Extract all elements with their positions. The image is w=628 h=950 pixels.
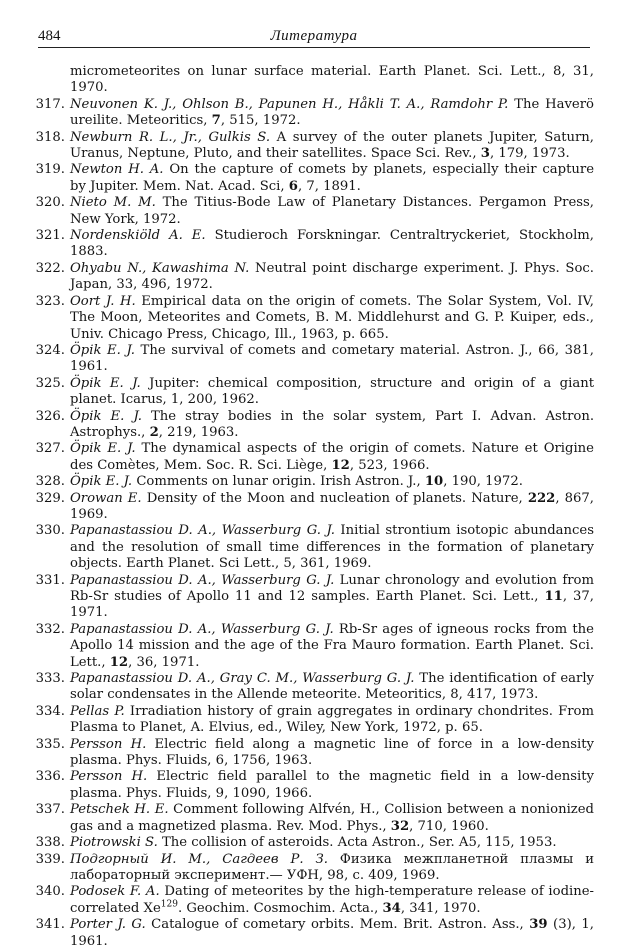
reference-authors: Persson H. [70,769,148,785]
reference-number: 340. [35,884,65,900]
reference-text: Studieroch Forskningar. Centraltryckeriet, Stockholm, 1883. [70,228,594,260]
reference-pages-year: , 190, 1972. [443,474,523,490]
reference-text-continued: . Geochim. Cosmochim. Acta., [177,900,383,916]
volume-number: 10 [424,474,444,490]
reference-item [32,884,594,917]
reference-item [32,409,594,442]
reference-pages-year: , 37, 1971. [70,589,594,621]
volume-number: 11 [544,589,563,604]
reference-text: The survival of comets and cometary material. Astron. J., 66, 381, 1961. [70,342,594,375]
reference-text: Empirical data on the origin of comets. The Solar System, Vol. IV, The Moon, Meteorites and Comets, B. M. Middlehurst and G. P. Kuiper, eds., Univ. Chicago Press, Chicago, Ill., 1963, p. 665. [70,293,594,342]
reference-number: 338. [35,835,65,851]
reference-authors: Orowan E. [70,490,142,506]
reference-item [32,622,594,671]
reference-authors: Öpik E. J. [70,474,133,490]
reference-item [32,835,594,851]
volume-number: 2 [149,424,159,440]
reference-authors: Papanastassiou D. A., Wasserburg G. J. [70,572,335,588]
reference-text: Neutral point discharge experiment. J. Phys. Soc. Japan, 33, 496, 1972. [70,260,594,293]
reference-text: Comments on lunar origin. Irish Astron. J., [136,474,425,490]
reference-item [32,343,594,376]
reference-number: 341. [35,917,65,933]
reference-item [32,97,594,130]
volume-number: 12 [331,457,350,473]
reference-pages-year: , 523, 1966. [349,457,430,473]
reference-text: The stray bodies in the solar system, Part I. Advan. Astron. Astrophys., [70,408,595,440]
volume-number: 12 [109,654,129,670]
reference-item [32,376,594,409]
reference-authors: Öpik E. J. [70,441,136,457]
reference-item [32,769,594,802]
reference-authors: Öpik E. J. [70,408,142,424]
reference-text: Electric field along a magnetic line of force in a low-density plasma. Phys. Fluids, 6, 1756, 1963. [70,736,594,769]
reference-text: Irradiation history of grain aggregates in ordinary chondrites. From Plasma to Planet, A. Elvius, ed., Wiley, New York, 1972, p. 65. [70,703,594,736]
reference-authors: Podosek F. A. [70,884,160,900]
reference-number: 325. [35,375,65,391]
reference-item [32,573,594,622]
running-title: Литература [270,28,358,44]
reference-item [32,441,594,474]
page-number: 484 [38,28,61,44]
reference-item [32,852,594,885]
reference-number: 320. [35,195,65,211]
reference-authors: Petschek H. E. [70,802,169,818]
reference-pages-year: (3), 1, 1961. [70,917,594,949]
reference-authors: Papanastassiou D. A., Wasserburg G. J. [70,621,334,637]
reference-number: 334. [35,703,65,719]
reference-number: 331. [35,572,65,588]
reference-authors: Nordenskiöld A. E. [70,228,206,244]
reference-number: 332. [35,621,65,637]
reference-number: 337. [35,802,65,818]
reference-item [32,261,594,294]
reference-number: 324. [35,342,65,358]
reference-number: 318. [35,129,65,145]
continued-reference-text: micrometeorites on lunar surface material. Earth Planet. Sci. Lett., 8, 31, 1970. [70,64,594,96]
volume-number: 34 [382,900,401,916]
reference-number: 333. [35,671,65,687]
reference-text: The dynamical aspects of the origin of comets. Nature et Origine des Comètes, Mem. Soc. R. Sci. Liège, [70,441,594,473]
reference-authors: Newton H. A. [70,162,164,178]
reference-number: 322. [35,260,65,276]
volume-number: 222 [527,490,556,506]
reference-number: 328. [35,474,65,490]
reference-item [32,523,594,572]
reference-text: The identification of early solar condensates in the Allende meteorite. Meteoritics, 8, 417, 1973. [70,671,594,703]
reference-authors: Newburn R. L., Jr., Gulkis S. [70,129,271,145]
reference-item [32,474,594,490]
reference-authors: Pellas P. [70,703,125,719]
reference-pages-year: , 867, 1969. [70,490,594,522]
reference-item [32,671,594,704]
reference-number: 339. [35,851,65,867]
reference-item [32,802,594,835]
reference-authors: Ohyabu N., Kawashima N. [70,260,250,276]
reference-item [32,130,594,163]
volume-number: 6 [288,178,298,194]
reference-text: The Titius-Bode Law of Planetary Distances. Pergamon Press, New York, 1972. [70,195,594,227]
header-rule [38,47,590,48]
reference-item [32,228,594,261]
reference-authors: Nieto M. M. [70,195,156,211]
reference-text: Jupiter: chemical composition, structure and origin of a giant planet. Icarus, 1, 200, 1962. [70,375,594,408]
reference-number: 319. [35,162,65,178]
reference-text: Физика межпланетной плазмы и лабораторный эксперимент.— УФН, 98, с. 409, 1969. [70,851,594,883]
reference-number: 336. [35,769,65,785]
reference-authors: Neuvonen K. J., Ohlson B., Papunen H., Håkli T. A., Ramdohr P. [70,96,509,112]
reference-text: A survey of the outer planets Jupiter, Saturn, Uranus, Neptune, Pluto, and their satellites. Space Sci. Rev., [70,129,594,162]
reference-text: On the capture of comets by planets, especially their capture by Jupiter. Mem. Nat. Acad. Sci, [70,162,595,194]
reference-authors: Oort J. H. [70,293,136,309]
reference-text: Rb-Sr ages of igneous rocks from the Apollo 14 mission and the age of the Fra Mauro formation. Earth Planet. Sci. Lett., [70,621,594,670]
reference-authors: Öpik E. J. [70,375,141,391]
reference-item [32,162,594,195]
reference-text: Density of the Moon and nucleation of planets. Nature, [146,490,528,506]
reference-authors: Öpik E. J. [70,342,135,358]
volume-number: 7 [211,113,221,129]
reference-pages-year: , 7, 1891. [297,178,361,194]
reference-text: The Haverö ureilite. Meteoritics, [70,96,594,129]
superscript-mass-number: 129 [160,899,178,910]
reference-item [32,491,594,524]
reference-item [32,917,594,950]
reference-pages-year: , 36, 1971. [128,654,200,670]
reference-item [32,737,594,770]
reference-item [32,704,594,737]
reference-number: 323. [35,293,65,309]
reference-pages-year: , 219, 1963. [158,424,239,440]
reference-pages-year: , 341, 1970. [400,900,481,916]
reference-number: 326. [35,408,65,424]
reference-text: Lunar chronology and evolution from Rb-Sr studies of Apollo 11 and 12 samples. Earth Planet. Sci. Lett., [70,572,594,604]
reference-text: Electric field parallel to the magnetic field in a low-density plasma. Phys. Fluids, 9, 1090, 1966. [70,769,594,801]
reference-pages-year: , 515, 1972. [220,113,301,129]
reference-text: Dating of meteorites by the high-temperature release of iodine-correlated Xe [70,884,594,916]
reference-pages-year: , 179, 1973. [489,146,570,162]
reference-number: 317. [35,96,65,112]
reference-number: 330. [35,523,65,539]
volume-number: 3 [480,146,490,162]
reference-text: Comment following Alfvén, H., Collision between a nonionized gas and a magnetized plasma. Rev. Mod. Phys., [70,802,594,834]
reference-authors: Papanastassiou D. A., Wasserburg G. J. [70,523,335,539]
reference-number: 321. [35,228,65,244]
volume-number: 32 [390,818,410,834]
page-header [38,26,590,48]
reference-authors: Подгорный И. М., Сагдеев Р. З. [70,851,328,867]
reference-pages-year: , 710, 1960. [409,818,489,834]
reference-authors: Persson H. [70,736,147,752]
reference-item [32,195,594,228]
reference-number: 335. [35,736,65,752]
reference-authors: Porter J. G. [70,917,146,933]
reference-authors: Piotrowski S. [70,835,158,851]
reference-number: 329. [35,490,65,506]
reference-text: Catalogue of cometary orbits. Mem. Brit. Astron. Ass., [151,917,530,933]
reference-number: 327. [35,441,65,457]
reference-item [32,294,594,343]
reference-text: The collision of asteroids. Acta Astron., Ser. A5, 115, 1953. [162,835,557,851]
volume-number: 39 [529,917,548,933]
reference-authors: Papanastassiou D. A., Gray C. M., Wasserburg G. J. [70,671,415,687]
reference-list [32,64,594,950]
reference-text: Initial strontium isotopic abundances and the resolution of small time differences in the formation of planetary objects. Earth Planet. Sci Lett., 5, 361, 1969. [70,523,594,572]
